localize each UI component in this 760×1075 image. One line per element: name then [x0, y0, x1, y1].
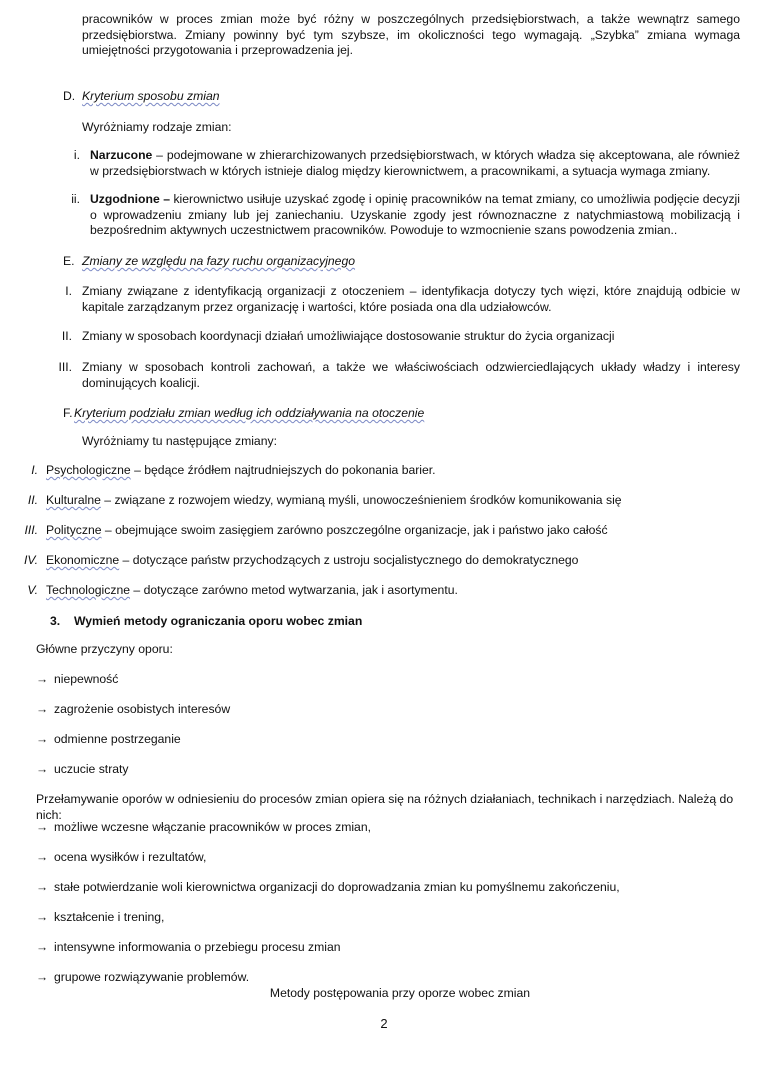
section-d-title: Kryterium sposobu zmian — [82, 89, 220, 103]
definition: – dotyczące państw przychodzących z ustroju socjalistycznego do demokratycznego — [119, 553, 579, 567]
heading-3-number: 3. — [50, 614, 61, 628]
overcoming-item: → stałe potwierdzanie woli kierownictwa organizacji do doprowadzania zmian ku pomyślnemu zakończeniu, — [36, 880, 620, 894]
term: Uzgodnione – — [90, 192, 170, 206]
term: Kulturalne — [46, 493, 101, 507]
term: Technologiczne — [46, 583, 131, 597]
section-e-item: Zmiany w sposobach koordynacji działań umożliwiające dostosowanie struktur do życia organizacji — [82, 329, 615, 343]
cause-item: → zagrożenie osobistych interesów — [36, 702, 231, 716]
cause-item: → niepewność — [36, 672, 119, 686]
section-e-title: Zmiany ze względu na fazy ruchu organizacyjnego — [82, 254, 356, 268]
section-d-item — [90, 192, 740, 239]
section-d-item — [90, 148, 740, 179]
overcoming-lead: Przełamywanie oporów w odniesieniu do procesów zmian opiera się na różnych działaniach, technikach i narzędziach. Należą do nich: — [36, 792, 734, 822]
intro-paragraph: pracowników w proces zmian może być różny w poszczególnych przedsiębiorstwach, a także wewnątrz samego przedsiębiorstwa. Zmiany powinny być tym szybsze, im okoliczności tego wymagają. „Szybka” zmiana wymaga umiejętności przygotowania i przeprowadzenia jej. — [82, 12, 740, 57]
arrow-icon: → — [36, 880, 49, 894]
section-d-item-number: i. — [73, 148, 80, 162]
definition: – związane z rozwojem wiedzy, wymianą myśli, unowocześnieniem środków komunikowania się — [100, 493, 622, 507]
section-e-item: Zmiany związane z identyfikacją organizacji z otoczeniem – identyfikacja dotyczy tych więzi, które znajdują odbicie w kapitale zarządzanym przez organizację i wartości, które posiada ona dla udziałowców. — [82, 284, 740, 314]
definition: – będące źródłem najtrudniejszych do pokonania barier. — [130, 463, 436, 477]
arrow-icon: → — [36, 910, 49, 924]
section-f-item — [46, 463, 436, 479]
section-f-item — [46, 523, 608, 539]
cause-item: → uczucie straty — [36, 762, 129, 776]
section-f-item-number: III. — [24, 523, 38, 537]
definition: – podejmowane w zhierarchizowanych przedsiębiorstwach, w których władza się akceptowana, ale również w przedsiębiorstwach w których istnieje dialog między kierownictwem, a pracownikami, a sytuacja wymaga zmiany. — [90, 148, 740, 178]
causes-lead: Główne przyczyny oporu: — [36, 642, 173, 656]
section-f-item-number: IV. — [24, 553, 38, 567]
section-f-item — [46, 553, 578, 569]
heading-3-title: Wymień metody ograniczania oporu wobec zmian — [74, 614, 363, 628]
arrow-icon: → — [36, 850, 49, 864]
methods-caption: Metody postępowania przy oporze wobec zmian — [269, 986, 531, 1000]
arrow-icon: → — [36, 970, 49, 984]
overcoming-item: → możliwe wczesne włączanie pracowników w proces zmian, — [36, 820, 371, 834]
overcoming-item: → ocena wysiłków i rezultatów, — [36, 850, 207, 864]
term: Narzucone — [90, 148, 153, 162]
section-e-marker: E. — [63, 254, 75, 268]
definition: – obejmujące swoim zasięgiem zarówno poszczególne organizacje, jak i państwo jako całość — [101, 523, 608, 537]
arrow-icon: → — [36, 940, 49, 954]
cause-item: → odmienne postrzeganie — [36, 732, 181, 746]
section-f-title: Kryterium podziału zmian według ich oddziaływania na otoczenie — [74, 406, 425, 420]
overcoming-item: → kształcenie i trening, — [36, 910, 165, 924]
term: Ekonomiczne — [46, 553, 120, 567]
page-number: 2 — [380, 1016, 388, 1031]
section-d-marker: D. — [63, 89, 76, 103]
section-f-item-number: II. — [27, 493, 38, 507]
section-e-item: Zmiany w sposobach kontroli zachowań, a także we właściwościach odzwierciedlających układy władzy i interesy dominujących koalicji. — [82, 360, 740, 390]
section-e-item-number: I. — [65, 284, 72, 298]
arrow-icon: → — [36, 702, 49, 716]
section-f-item — [46, 583, 458, 599]
overcoming-item: → intensywne informowania o przebiegu procesu zmian — [36, 940, 341, 954]
section-f-item-number: I. — [31, 463, 38, 477]
overcoming-item: → grupowe rozwiązywanie problemów. — [36, 970, 250, 984]
definition: kierownictwo usiłuje uzyskać zgodę i opinię pracowników na temat zmiany, co umożliwia podjęcie decyzji o wprowadzeniu zmiany lub jej zaniechaniu. Uzyskanie zgody jest równoznaczne z natychmiastową mobilizacją i bezpośrednim aktywnych uczestnictwem pracowników. Powoduje to wzmocnienie szans powodzenia zmian.. — [90, 192, 740, 237]
definition: – dotyczące zarówno metod wytwarzania, jak i asortymentu. — [130, 583, 458, 597]
term: Psychologiczne — [46, 463, 131, 477]
section-f-marker: F. — [63, 406, 73, 420]
term: Polityczne — [46, 523, 102, 537]
arrow-icon: → — [36, 732, 49, 746]
arrow-icon: → — [36, 762, 49, 776]
section-d-item-number: ii. — [71, 192, 80, 206]
section-e-item-number: II. — [61, 329, 72, 343]
section-f-item — [46, 493, 622, 509]
section-f-lead: Wyróżniamy tu następujące zmiany: — [82, 434, 277, 448]
section-e-item-number: III. — [58, 360, 72, 374]
arrow-icon: → — [36, 672, 49, 686]
arrow-icon: → — [36, 820, 49, 834]
section-d-lead: Wyróżniamy rodzaje zmian: — [82, 120, 232, 134]
section-f-item-number: V. — [27, 583, 38, 597]
